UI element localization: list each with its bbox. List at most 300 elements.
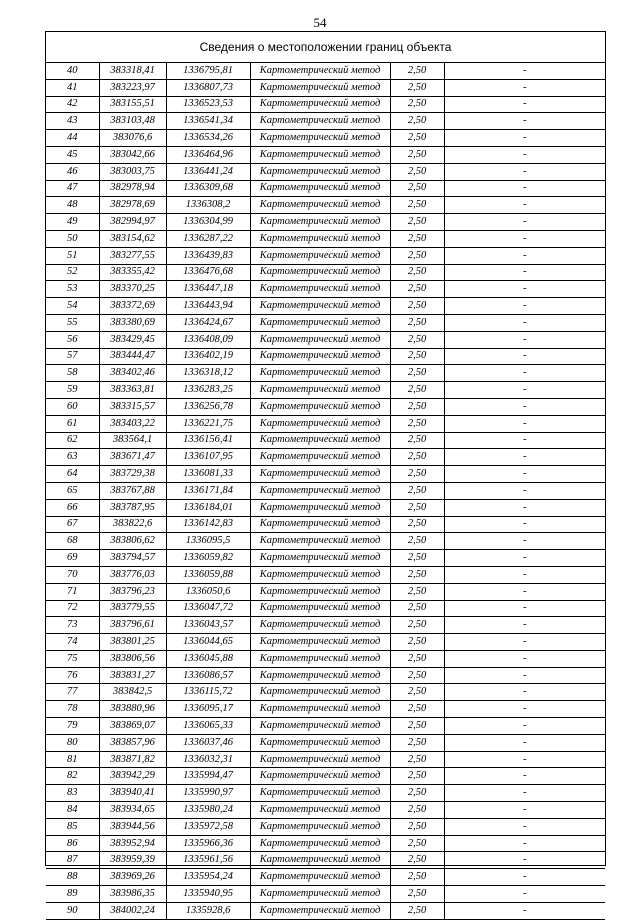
table-row (46, 264, 605, 281)
coordinate-x-cell: 383779,55 (99, 600, 166, 617)
accuracy-cell: 2,50 (390, 684, 444, 701)
coordinate-x-cell: 383806,56 (99, 650, 166, 667)
note-cell: - (444, 802, 605, 819)
coordinate-y-cell: 1336795,81 (166, 63, 250, 79)
point-number-cell: 83 (46, 785, 99, 802)
method-cell: Картометрический метод (250, 499, 390, 516)
point-number-cell: 48 (46, 197, 99, 214)
table-row (46, 684, 605, 701)
method-cell: Картометрический метод (250, 802, 390, 819)
coordinate-y-cell: 1336221,75 (166, 415, 250, 432)
note-cell: - (444, 886, 605, 903)
coordinate-x-cell: 383076,6 (99, 130, 166, 147)
method-cell: Картометрический метод (250, 96, 390, 113)
table-row (46, 818, 605, 835)
table-row (46, 718, 605, 735)
accuracy-cell: 2,50 (390, 382, 444, 399)
coordinate-y-cell: 1336171,84 (166, 482, 250, 499)
accuracy-cell: 2,50 (390, 566, 444, 583)
coordinate-x-cell: 383822,6 (99, 516, 166, 533)
point-number-cell: 55 (46, 314, 99, 331)
coordinate-x-cell: 383767,88 (99, 482, 166, 499)
coordinate-y-cell: 1336309,68 (166, 180, 250, 197)
coordinate-x-cell: 383959,39 (99, 852, 166, 869)
table-row (46, 247, 605, 264)
method-cell: Картометрический метод (250, 550, 390, 567)
point-number-cell: 61 (46, 415, 99, 432)
note-cell: - (444, 130, 605, 147)
point-number-cell: 77 (46, 684, 99, 701)
point-number-cell: 71 (46, 583, 99, 600)
accuracy-cell: 2,50 (390, 247, 444, 264)
coordinate-y-cell: 1336304,99 (166, 214, 250, 231)
table-row (46, 314, 605, 331)
accuracy-cell: 2,50 (390, 818, 444, 835)
accuracy-cell: 2,50 (390, 163, 444, 180)
point-number-cell: 74 (46, 634, 99, 651)
note-cell: - (444, 63, 605, 79)
coordinate-x-cell: 382978,94 (99, 180, 166, 197)
table-title: Сведения о местоположении границ объекта (46, 32, 605, 63)
accuracy-cell: 2,50 (390, 230, 444, 247)
note-cell: - (444, 751, 605, 768)
coordinate-y-cell: 1336443,94 (166, 298, 250, 315)
method-cell: Картометрический метод (250, 163, 390, 180)
coordinate-x-cell: 383942,29 (99, 768, 166, 785)
note-cell: - (444, 718, 605, 735)
table-row (46, 835, 605, 852)
note-cell: - (444, 701, 605, 718)
accuracy-cell: 2,50 (390, 398, 444, 415)
point-number-cell: 73 (46, 617, 99, 634)
table-row (46, 533, 605, 550)
method-cell: Картометрический метод (250, 63, 390, 79)
note-cell: - (444, 348, 605, 365)
note-cell: - (444, 432, 605, 449)
coordinate-x-cell: 383403,22 (99, 415, 166, 432)
coordinate-y-cell: 1336065,33 (166, 718, 250, 735)
table-row (46, 634, 605, 651)
table-row (46, 398, 605, 415)
point-number-cell: 87 (46, 852, 99, 869)
note-cell: - (444, 398, 605, 415)
table-row (46, 701, 605, 718)
coordinate-x-cell: 382978,69 (99, 197, 166, 214)
note-cell: - (444, 230, 605, 247)
coordinate-x-cell: 383831,27 (99, 667, 166, 684)
accuracy-cell: 2,50 (390, 902, 444, 919)
coordinate-y-cell: 1336045,88 (166, 650, 250, 667)
table-row (46, 751, 605, 768)
method-cell: Картометрический метод (250, 852, 390, 869)
note-cell: - (444, 684, 605, 701)
accuracy-cell: 2,50 (390, 751, 444, 768)
accuracy-cell: 2,50 (390, 146, 444, 163)
accuracy-cell: 2,50 (390, 415, 444, 432)
point-number-cell: 70 (46, 566, 99, 583)
coordinate-y-cell: 1336476,68 (166, 264, 250, 281)
note-cell: - (444, 163, 605, 180)
method-cell: Картометрический метод (250, 634, 390, 651)
coordinate-y-cell: 1336086,57 (166, 667, 250, 684)
point-number-cell: 42 (46, 96, 99, 113)
table-row (46, 466, 605, 483)
coordinate-x-cell: 383801,25 (99, 634, 166, 651)
point-number-cell: 53 (46, 281, 99, 298)
coordinate-x-cell: 383944,56 (99, 818, 166, 835)
note-cell: - (444, 583, 605, 600)
table-row (46, 566, 605, 583)
note-cell: - (444, 180, 605, 197)
accuracy-cell: 2,50 (390, 768, 444, 785)
coordinate-y-cell: 1336408,09 (166, 331, 250, 348)
coordinate-x-cell: 383370,25 (99, 281, 166, 298)
table-row (46, 163, 605, 180)
coordinate-x-cell: 383871,82 (99, 751, 166, 768)
coordinate-y-cell: 1335980,24 (166, 802, 250, 819)
method-cell: Картометрический метод (250, 415, 390, 432)
method-cell: Картометрический метод (250, 230, 390, 247)
accuracy-cell: 2,50 (390, 617, 444, 634)
method-cell: Картометрический метод (250, 348, 390, 365)
table-row (46, 550, 605, 567)
table-row (46, 617, 605, 634)
coordinate-y-cell: 1336043,57 (166, 617, 250, 634)
note-cell: - (444, 247, 605, 264)
accuracy-cell: 2,50 (390, 499, 444, 516)
point-number-cell: 49 (46, 214, 99, 231)
coordinate-x-cell: 383671,47 (99, 449, 166, 466)
coordinate-y-cell: 1335940,95 (166, 886, 250, 903)
coordinate-y-cell: 1336308,2 (166, 197, 250, 214)
method-cell: Картометрический метод (250, 264, 390, 281)
coordinate-y-cell: 1335994,47 (166, 768, 250, 785)
accuracy-cell: 2,50 (390, 634, 444, 651)
coordinate-y-cell: 1336807,73 (166, 79, 250, 96)
point-number-cell: 79 (46, 718, 99, 735)
coordinate-x-cell: 383155,51 (99, 96, 166, 113)
note-cell: - (444, 650, 605, 667)
point-number-cell: 66 (46, 499, 99, 516)
method-cell: Картометрический метод (250, 432, 390, 449)
coordinate-y-cell: 1336523,53 (166, 96, 250, 113)
coordinate-x-cell: 383315,57 (99, 398, 166, 415)
coordinate-y-cell: 1336095,17 (166, 701, 250, 718)
accuracy-cell: 2,50 (390, 63, 444, 79)
coordinate-x-cell: 383444,47 (99, 348, 166, 365)
table-row (46, 768, 605, 785)
point-number-cell: 45 (46, 146, 99, 163)
coordinate-y-cell: 1335966,36 (166, 835, 250, 852)
method-cell: Картометрический метод (250, 701, 390, 718)
table-row (46, 214, 605, 231)
note-cell: - (444, 499, 605, 516)
coordinate-y-cell: 1335990,97 (166, 785, 250, 802)
method-cell: Картометрический метод (250, 718, 390, 735)
point-number-cell: 50 (46, 230, 99, 247)
coordinate-y-cell: 1336059,88 (166, 566, 250, 583)
method-cell: Картометрический метод (250, 566, 390, 583)
coordinate-x-cell: 383796,23 (99, 583, 166, 600)
note-cell: - (444, 785, 605, 802)
note-cell: - (444, 415, 605, 432)
table-row (46, 734, 605, 751)
coordinate-y-cell: 1336184,01 (166, 499, 250, 516)
note-cell: - (444, 768, 605, 785)
accuracy-cell: 2,50 (390, 785, 444, 802)
note-cell: - (444, 382, 605, 399)
coordinate-y-cell: 1335954,24 (166, 869, 250, 886)
table-row (46, 852, 605, 869)
point-number-cell: 72 (46, 600, 99, 617)
accuracy-cell: 2,50 (390, 852, 444, 869)
method-cell: Картометрический метод (250, 180, 390, 197)
method-cell: Картометрический метод (250, 869, 390, 886)
coordinate-x-cell: 383869,07 (99, 718, 166, 735)
method-cell: Картометрический метод (250, 130, 390, 147)
note-cell: - (444, 197, 605, 214)
method-cell: Картометрический метод (250, 684, 390, 701)
note-cell: - (444, 449, 605, 466)
point-number-cell: 46 (46, 163, 99, 180)
point-number-cell: 89 (46, 886, 99, 903)
coordinate-x-cell: 383934,65 (99, 802, 166, 819)
coordinate-x-cell: 383103,48 (99, 113, 166, 130)
accuracy-cell: 2,50 (390, 79, 444, 96)
note-cell: - (444, 869, 605, 886)
point-number-cell: 75 (46, 650, 99, 667)
point-number-cell: 62 (46, 432, 99, 449)
coordinate-y-cell: 1336142,83 (166, 516, 250, 533)
method-cell: Картометрический метод (250, 79, 390, 96)
accuracy-cell: 2,50 (390, 214, 444, 231)
coordinate-x-cell: 383355,42 (99, 264, 166, 281)
point-number-cell: 69 (46, 550, 99, 567)
note-cell: - (444, 365, 605, 382)
coordinate-y-cell: 1336464,96 (166, 146, 250, 163)
note-cell: - (444, 331, 605, 348)
accuracy-cell: 2,50 (390, 533, 444, 550)
coordinate-y-cell: 1336032,31 (166, 751, 250, 768)
note-cell: - (444, 667, 605, 684)
method-cell: Картометрический метод (250, 214, 390, 231)
accuracy-cell: 2,50 (390, 886, 444, 903)
table-row (46, 802, 605, 819)
coordinate-x-cell: 383564,1 (99, 432, 166, 449)
accuracy-cell: 2,50 (390, 331, 444, 348)
point-number-cell: 52 (46, 264, 99, 281)
accuracy-cell: 2,50 (390, 869, 444, 886)
accuracy-cell: 2,50 (390, 264, 444, 281)
method-cell: Картометрический метод (250, 314, 390, 331)
method-cell: Картометрический метод (250, 398, 390, 415)
method-cell: Картометрический метод (250, 365, 390, 382)
coordinate-y-cell: 1336047,72 (166, 600, 250, 617)
note-cell: - (444, 852, 605, 869)
table-row (46, 298, 605, 315)
note-cell: - (444, 264, 605, 281)
table-row (46, 650, 605, 667)
point-number-cell: 85 (46, 818, 99, 835)
point-number-cell: 41 (46, 79, 99, 96)
note-cell: - (444, 600, 605, 617)
accuracy-cell: 2,50 (390, 298, 444, 315)
accuracy-cell: 2,50 (390, 516, 444, 533)
coordinate-x-cell: 383796,61 (99, 617, 166, 634)
coordinate-x-cell: 383363,81 (99, 382, 166, 399)
method-cell: Картометрический метод (250, 768, 390, 785)
accuracy-cell: 2,50 (390, 600, 444, 617)
accuracy-cell: 2,50 (390, 365, 444, 382)
coordinate-y-cell: 1335961,56 (166, 852, 250, 869)
method-cell: Картометрический метод (250, 667, 390, 684)
note-cell: - (444, 466, 605, 483)
point-number-cell: 81 (46, 751, 99, 768)
point-number-cell: 51 (46, 247, 99, 264)
accuracy-cell: 2,50 (390, 466, 444, 483)
point-number-cell: 86 (46, 835, 99, 852)
coordinate-y-cell: 1336541,34 (166, 113, 250, 130)
coordinate-x-cell: 383003,75 (99, 163, 166, 180)
table-row (46, 583, 605, 600)
point-number-cell: 65 (46, 482, 99, 499)
coordinate-y-cell: 1336439,83 (166, 247, 250, 264)
table-row (46, 63, 605, 79)
accuracy-cell: 2,50 (390, 281, 444, 298)
coordinate-y-cell: 1336107,95 (166, 449, 250, 466)
accuracy-cell: 2,50 (390, 482, 444, 499)
method-cell: Картометрический метод (250, 298, 390, 315)
page-number: 54 (313, 15, 327, 30)
coordinate-x-cell: 383402,46 (99, 365, 166, 382)
coordinate-x-cell: 383154,62 (99, 230, 166, 247)
point-number-cell: 43 (46, 113, 99, 130)
point-number-cell: 58 (46, 365, 99, 382)
coordinate-x-cell: 383857,96 (99, 734, 166, 751)
note-cell: - (444, 734, 605, 751)
method-cell: Картометрический метод (250, 835, 390, 852)
table-row (46, 79, 605, 96)
coordinates-table (46, 63, 605, 920)
method-cell: Картометрический метод (250, 533, 390, 550)
point-number-cell: 82 (46, 768, 99, 785)
table-row (46, 197, 605, 214)
coordinate-x-cell: 383842,5 (99, 684, 166, 701)
note-cell: - (444, 550, 605, 567)
note-cell: - (444, 113, 605, 130)
coordinate-y-cell: 1336081,33 (166, 466, 250, 483)
table-row (46, 449, 605, 466)
accuracy-cell: 2,50 (390, 96, 444, 113)
point-number-cell: 76 (46, 667, 99, 684)
point-number-cell: 57 (46, 348, 99, 365)
note-cell: - (444, 482, 605, 499)
table-row (46, 348, 605, 365)
table-row (46, 96, 605, 113)
coordinate-y-cell: 1335972,58 (166, 818, 250, 835)
point-number-cell: 47 (46, 180, 99, 197)
point-number-cell: 59 (46, 382, 99, 399)
coordinate-x-cell: 383042,66 (99, 146, 166, 163)
note-cell: - (444, 146, 605, 163)
table-row (46, 113, 605, 130)
table-row (46, 130, 605, 147)
table-row (46, 600, 605, 617)
table-row (46, 281, 605, 298)
point-number-cell: 56 (46, 331, 99, 348)
coordinate-y-cell: 1336256,78 (166, 398, 250, 415)
table-row (46, 432, 605, 449)
point-number-cell: 40 (46, 63, 99, 79)
method-cell: Картометрический метод (250, 281, 390, 298)
coordinate-x-cell: 383794,57 (99, 550, 166, 567)
note-cell: - (444, 96, 605, 113)
table-row (46, 180, 605, 197)
note-cell: - (444, 835, 605, 852)
coordinate-y-cell: 1336318,12 (166, 365, 250, 382)
table-row (46, 886, 605, 903)
method-cell: Картометрический метод (250, 902, 390, 919)
accuracy-cell: 2,50 (390, 667, 444, 684)
note-cell: - (444, 281, 605, 298)
coordinate-y-cell: 1336059,82 (166, 550, 250, 567)
note-cell: - (444, 516, 605, 533)
coordinate-y-cell: 1335928,6 (166, 902, 250, 919)
coordinate-y-cell: 1336402,19 (166, 348, 250, 365)
point-number-cell: 68 (46, 533, 99, 550)
accuracy-cell: 2,50 (390, 113, 444, 130)
coordinate-y-cell: 1336424,67 (166, 314, 250, 331)
note-cell: - (444, 902, 605, 919)
coordinate-y-cell: 1336044,65 (166, 634, 250, 651)
coordinate-x-cell: 383952,94 (99, 835, 166, 852)
method-cell: Картометрический метод (250, 331, 390, 348)
note-cell: - (444, 298, 605, 315)
accuracy-cell: 2,50 (390, 180, 444, 197)
method-cell: Картометрический метод (250, 466, 390, 483)
coordinate-x-cell: 383940,41 (99, 785, 166, 802)
coordinate-x-cell: 384002,24 (99, 902, 166, 919)
coordinate-y-cell: 1336037,46 (166, 734, 250, 751)
coordinate-y-cell: 1336287,22 (166, 230, 250, 247)
method-cell: Картометрический метод (250, 516, 390, 533)
point-number-cell: 44 (46, 130, 99, 147)
method-cell: Картометрический метод (250, 583, 390, 600)
point-number-cell: 88 (46, 869, 99, 886)
accuracy-cell: 2,50 (390, 130, 444, 147)
accuracy-cell: 2,50 (390, 835, 444, 852)
note-cell: - (444, 818, 605, 835)
table-row (46, 382, 605, 399)
point-number-cell: 80 (46, 734, 99, 751)
method-cell: Картометрический метод (250, 449, 390, 466)
note-cell: - (444, 533, 605, 550)
table-row (46, 230, 605, 247)
method-cell: Картометрический метод (250, 650, 390, 667)
method-cell: Картометрический метод (250, 247, 390, 264)
point-number-cell: 54 (46, 298, 99, 315)
coordinate-y-cell: 1336534,26 (166, 130, 250, 147)
coordinate-y-cell: 1336115,72 (166, 684, 250, 701)
table-row (46, 667, 605, 684)
accuracy-cell: 2,50 (390, 550, 444, 567)
table-row (46, 869, 605, 886)
accuracy-cell: 2,50 (390, 314, 444, 331)
method-cell: Картометрический метод (250, 113, 390, 130)
coordinate-x-cell: 383776,03 (99, 566, 166, 583)
coordinate-y-cell: 1336447,18 (166, 281, 250, 298)
note-cell: - (444, 314, 605, 331)
